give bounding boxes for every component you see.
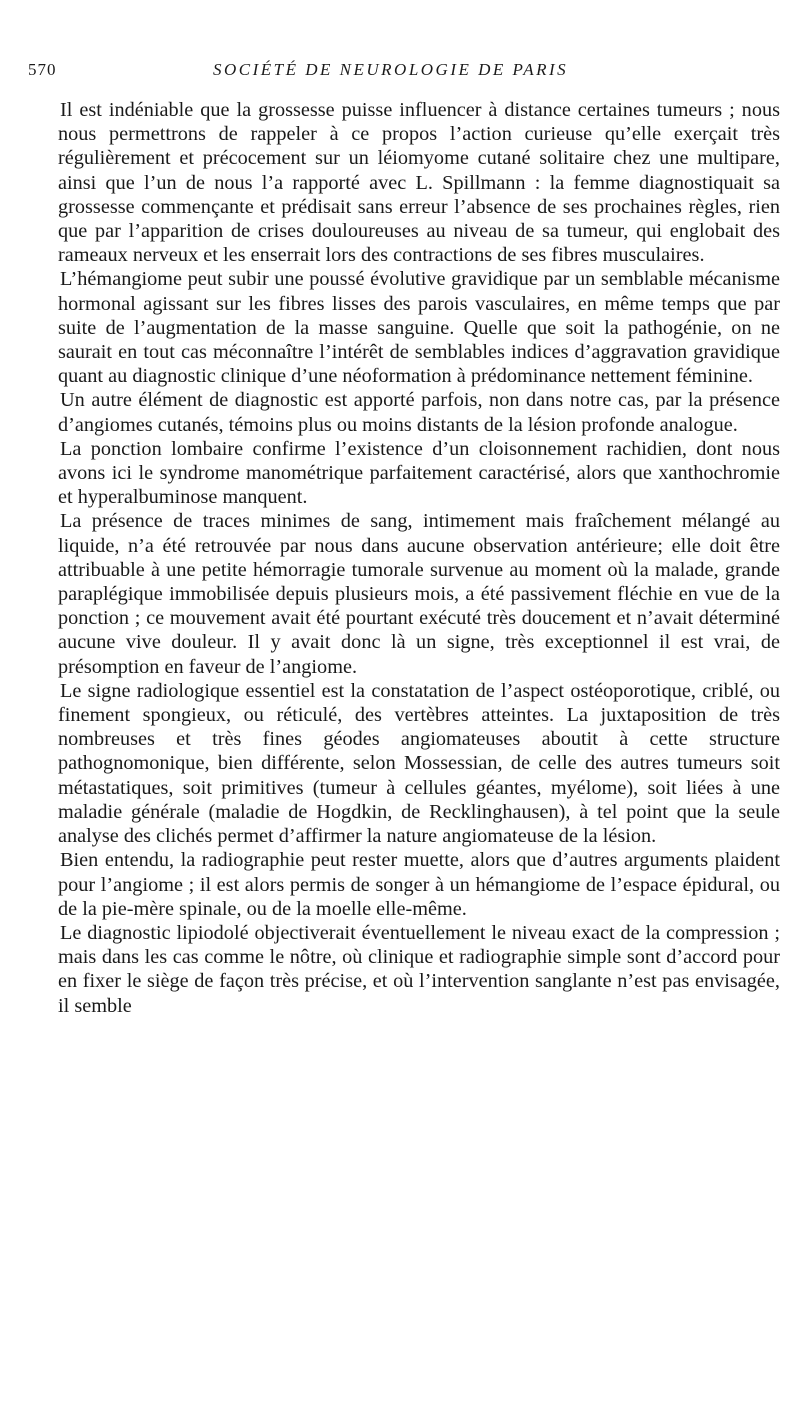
paragraph-signe-radiologique: Le signe radiologique essentiel est la constatation de l’aspect ostéoporotique, criblé, ou finement spongieux, ou réticulé, des vertèbres atteintes. La juxtaposition de très nombreuses et très fines géodes angiomateuses aboutit à cette structure pathognomonique, bien différente, selon Mossessian, de celle des autres tumeurs soit métastatiques, soit primitives (tumeur à cellules géantes, myélome), soit liées à une maladie générale (maladie de Hogdkin, de Recklinghausen), à tel point que la seule analyse des clichés permet d’affirmer la nature angiomateuse de la lésion. <box>58 679 780 848</box>
running-title: SOCIÉTÉ DE NEUROLOGIE DE PARIS <box>213 60 569 79</box>
body-text <box>58 98 780 1018</box>
paragraph-diagnostic-lipiodole: Le diagnostic lipiodolé objectiverait éventuellement le niveau exact de la compression ; mais dans les cas comme le nôtre, où clinique et radiographie simple sont d’accord pour en fixer le siège de façon très précise, et où l’intervention sanglante n’est pas envisagée, il semble <box>58 921 780 1017</box>
paragraph-radiographie-muette: Bien entendu, la radiographie peut rester muette, alors que d’autres arguments plaident pour l’angiome ; il est alors permis de songer à un hémangiome de l’espace épidural, ou de la pie-mère spinale, ou de la moelle elle-même. <box>58 849 780 920</box>
paragraph-angiomes-cutanes: Un autre élément de diagnostic est apporté parfois, non dans notre cas, par la présence d’angiomes cutanés, témoins plus ou moins distants de la lésion profonde analogue. <box>58 389 780 436</box>
paragraph-grossesse: Il est indéniable que la grossesse puisse influencer à distance certaines tumeurs ; nous nous permettrons de rappeler à ce propos l’action curieuse qu’elle exerçait très régulièrement et précocement sur un léiomyome cutané solitaire chez une multipare, ainsi que l’un de nous l’a rapporté avec L. Spillmann : la femme diagnostiquait sa grossesse commençante et prédisait sans erreur l’absence de ses prochaines règles, rien que par l’apparition de crises douloureuses au niveau de sa tumeur, qui englobait des rameaux nerveux et les enserrait lors des contractions de ses fibres musculaires. <box>58 99 780 267</box>
paragraph-ponction-lombaire: La ponction lombaire confirme l’existence d’un cloisonnement rachidien, dont nous avons ici le syndrome manométrique parfaitement caractérisé, alors que xanthochromie et hyperalbuminose manquent. <box>58 437 780 509</box>
paragraph-hemangiome: L’hémangiome peut subir une poussé évolutive gravidique par un semblable mécanisme hormonal agissant sur les fibres lisses des parois vasculaires, en même temps que par suite de l’augmentation de la masse sanguine. Quelle que soit la pathogénie, on ne saurait en tout cas méconnaître l’intérêt de semblables indices d’aggravation gravidique quant au diagnostic clinique d’une néoformation à prédominance nettement féminine. <box>58 268 780 388</box>
page-number: 570 <box>28 60 57 79</box>
page-header <box>28 60 770 84</box>
paragraph-traces-sang: La présence de traces minimes de sang, intimement mais fraîchement mélangé au liquide, n’a été retrouvée par nous dans aucune observation antérieure; elle doit être attribuable à une petite hémorragie tumorale survenue au moment où la malade, grande paraplégique immobilisée depuis plusieurs mois, a été passivement fléchie en vue de la ponction ; ce mouvement avait été pourtant exécuté très doucement et n’avait déterminé aucune vive douleur. Il y avait donc là un signe, très exceptionnel il est vrai, de présomption en faveur de l’angiome. <box>58 510 780 678</box>
